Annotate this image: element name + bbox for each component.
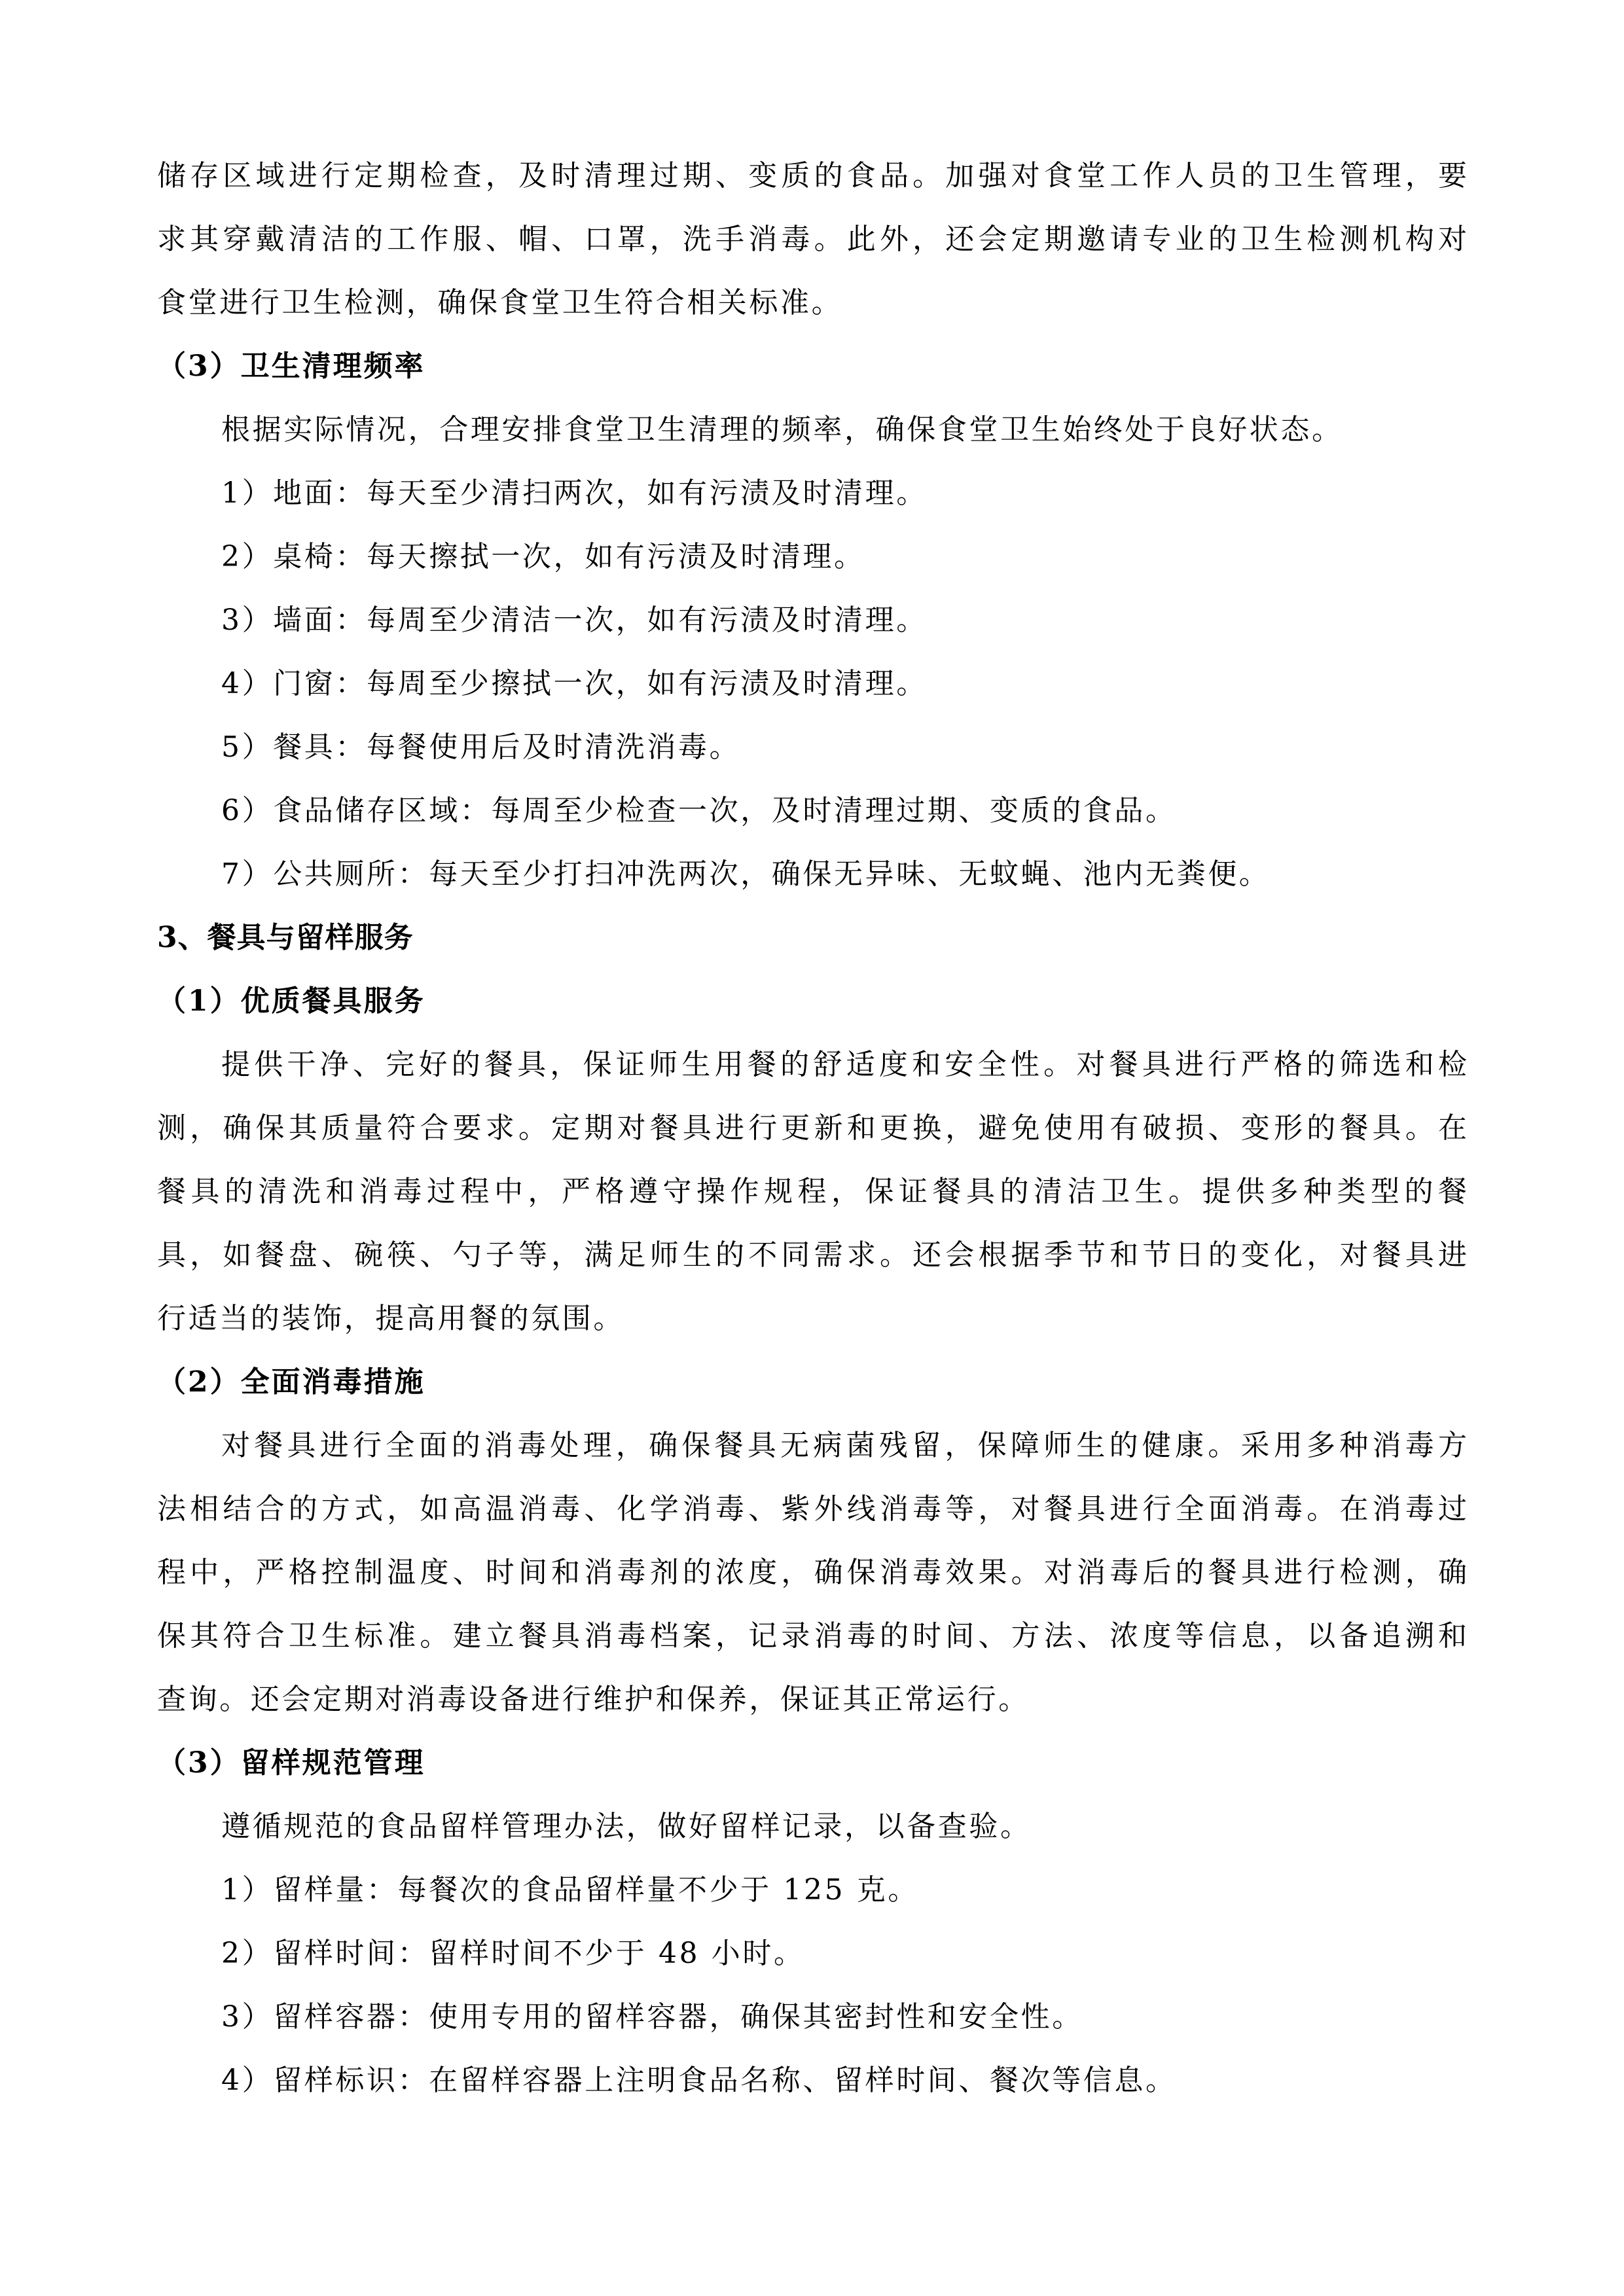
paragraph-line: 餐具的清洗和消毒过程中，严格遵守操作规程，保证餐具的清洁卫生。提供多种类型的餐 — [157, 1175, 1467, 1208]
subsection-disinfection — [157, 1350, 1473, 1731]
list-item: 4）门窗：每周至少擦拭一次，如有污渍及时清理。 — [221, 667, 928, 700]
section-heading: （3）卫生清理频率 — [157, 350, 425, 383]
list-item: 7）公共厕所：每天至少打扫冲洗两次，确保无异味、无蚊蝇、池内无粪便。 — [221, 857, 1271, 891]
list-item: 4）留样标识：在留样容器上注明食品名称、留样时间、餐次等信息。 — [221, 2064, 1177, 2097]
list-item: 3）墙面：每周至少清洁一次，如有污渍及时清理。 — [221, 603, 928, 637]
paragraph-line: 测，确保其质量符合要求。定期对餐具进行更新和更换，避免使用有破损、变形的餐具。在 — [157, 1111, 1467, 1145]
subsection-quality-service — [157, 969, 1473, 1350]
paragraph-line: 行适当的装饰，提高用餐的氛围。 — [157, 1302, 624, 1335]
section-intro: 遵循规范的食品留样管理办法，做好留样记录，以备查验。 — [221, 1810, 1032, 1843]
list-item: 2）留样时间：留样时间不少于 48 小时。 — [221, 1937, 805, 1970]
paragraph-line: 食堂进行卫生检测，确保食堂卫生符合相关标准。 — [157, 286, 843, 319]
list-item: 1）留样量：每餐次的食品留样量不少于 125 克。 — [221, 1873, 919, 1907]
subsection-sample-retention — [157, 1731, 1473, 2112]
list-item: 3）留样容器：使用专用的留样容器，确保其密封性和安全性。 — [221, 2000, 1083, 2034]
list-item: 5）餐具：每餐使用后及时清洗消毒。 — [221, 730, 741, 764]
section-intro: 根据实际情况，合理安排食堂卫生清理的频率，确保食堂卫生始终处于良好状态。 — [221, 413, 1343, 446]
paragraph-line: 提供干净、完好的餐具，保证师生用餐的舒适度和安全性。对餐具进行严格的筛选和检 — [221, 1048, 1467, 1081]
paragraph-line: 法相结合的方式，如高温消毒、化学消毒、紫外线消毒等，对餐具进行全面消毒。在消毒过 — [157, 1492, 1467, 1526]
list-item: 2）桌椅：每天擦拭一次，如有污渍及时清理。 — [221, 540, 865, 573]
paragraph-line: 对餐具进行全面的消毒处理，确保餐具无病菌残留，保障师生的健康。采用多种消毒方 — [221, 1429, 1467, 1462]
subsection-heading: （3）留样规范管理 — [157, 1746, 425, 1780]
list-item: 1）地面：每天至少清扫两次，如有污渍及时清理。 — [221, 476, 928, 510]
intro-paragraph — [157, 144, 1473, 334]
paragraph-line: 求其穿戴清洁的工作服、帽、口罩，洗手消毒。此外，还会定期邀请专业的卫生检测机构对 — [157, 223, 1467, 256]
section-cleaning-frequency — [157, 334, 1473, 906]
list-item: 6）食品储存区域：每周至少检查一次，及时清理过期、变质的食品。 — [221, 794, 1177, 827]
chapter-heading: 3、餐具与留样服务 — [157, 921, 414, 954]
paragraph-line: 具，如餐盘、碗筷、勺子等，满足师生的不同需求。还会根据季节和节日的变化，对餐具进 — [157, 1238, 1467, 1272]
subsection-heading: （1）优质餐具服务 — [157, 984, 425, 1018]
document-page — [157, 144, 1473, 2112]
paragraph-line: 查询。还会定期对消毒设备进行维护和保养，保证其正常运行。 — [157, 1683, 1030, 1716]
section-tableware — [157, 906, 1473, 2112]
paragraph-line: 保其符合卫生标准。建立餐具消毒档案，记录消毒的时间、方法、浓度等信息，以备追溯和 — [157, 1619, 1467, 1653]
paragraph-line: 程中，严格控制温度、时间和消毒剂的浓度，确保消毒效果。对消毒后的餐具进行检测，确 — [157, 1556, 1467, 1589]
paragraph-line: 储存区域进行定期检查，及时清理过期、变质的食品。加强对食堂工作人员的卫生管理，要 — [157, 159, 1467, 192]
subsection-heading: （2）全面消毒措施 — [157, 1365, 425, 1399]
